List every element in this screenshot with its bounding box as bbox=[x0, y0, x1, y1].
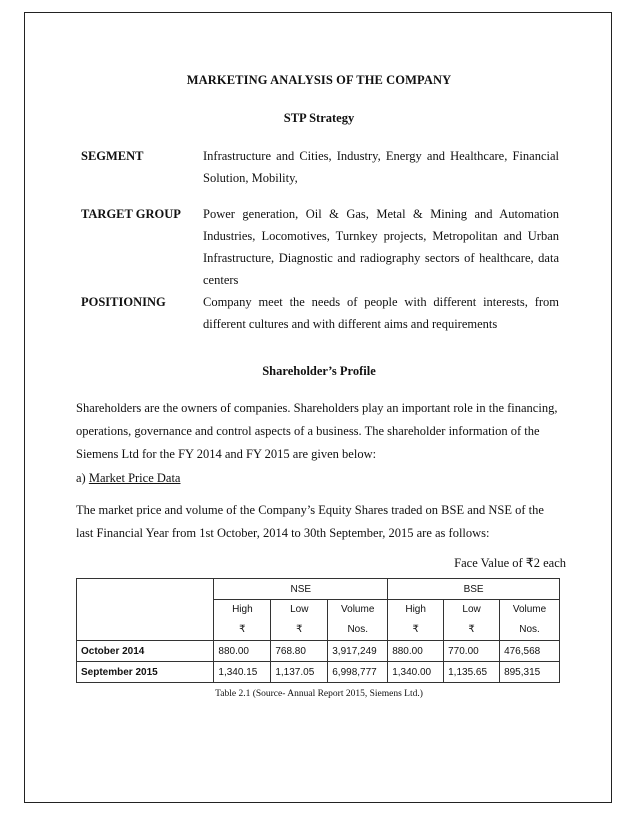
shareholder-paragraph: Shareholders are the owners of companies. Shareholders play an important role in the financing, operations, governance and control aspects of a business. The shareholder information of the Siemens Ltd for the FY 2014 and FY 2015 are given below: bbox=[76, 401, 558, 461]
table-cell: 3,917,249 bbox=[328, 641, 388, 662]
stp-heading: STP Strategy bbox=[283, 111, 355, 125]
shareholder-heading: Shareholder’s Profile bbox=[262, 364, 376, 378]
bse-header: BSE bbox=[388, 579, 560, 600]
stp-text-target-group: Power generation, Oil & Gas, Metal & Mining and Automation Industries, Locomotives, Turnkey projects, Metropolitan and Urban Infrastructure, Diagnostic and radiography sectors of healthcare, data centers bbox=[203, 207, 559, 287]
table-group-header-row bbox=[77, 579, 560, 600]
market-heading-prefix: a) bbox=[76, 471, 86, 485]
market-price-heading bbox=[76, 471, 180, 486]
table-cell: 1,135.65 bbox=[444, 662, 500, 683]
stp-label-segment: SEGMENT bbox=[81, 149, 144, 163]
row-label: September 2015 bbox=[77, 662, 214, 683]
table-cell: 770.00 bbox=[444, 641, 500, 662]
nse-low-header: Low ₹ bbox=[271, 600, 328, 641]
stp-text-segment: Infrastructure and Cities, Industry, Energy and Healthcare, Financial Solution, Mobility, bbox=[203, 149, 559, 185]
table-cell: 880.00 bbox=[214, 641, 271, 662]
table-cell: 1,340.15 bbox=[214, 662, 271, 683]
market-heading-label: Market Price Data bbox=[88, 471, 181, 485]
table-cell: 1,137.05 bbox=[271, 662, 328, 683]
table-row bbox=[77, 662, 560, 683]
table-cell: 880.00 bbox=[388, 641, 444, 662]
table-cell: 768.80 bbox=[271, 641, 328, 662]
face-value-note: Face Value of ₹2 each bbox=[454, 556, 566, 570]
market-price-table bbox=[76, 578, 560, 683]
table-cell: 1,340.00 bbox=[388, 662, 444, 683]
table-cell: 6,998,777 bbox=[328, 662, 388, 683]
page-title: MARKETING ANALYSIS OF THE COMPANY bbox=[186, 73, 452, 87]
bse-low-header: Low ₹ bbox=[444, 600, 500, 641]
table-cell: 476,568 bbox=[500, 641, 560, 662]
table-row bbox=[77, 641, 560, 662]
stp-text-positioning: Company meet the needs of people with different interests, from different cultures and with different aims and requirements bbox=[203, 295, 559, 331]
nse-volume-header: Volume Nos. bbox=[328, 600, 388, 641]
nse-high-header: High ₹ bbox=[214, 600, 271, 641]
nse-header: NSE bbox=[214, 579, 388, 600]
table-cell: 895,315 bbox=[500, 662, 560, 683]
bse-volume-header: Volume Nos. bbox=[500, 600, 560, 641]
table-caption: Table 2.1 (Source- Annual Report 2015, Siemens Ltd.) bbox=[215, 689, 423, 699]
table-corner-cell bbox=[77, 579, 214, 641]
market-paragraph: The market price and volume of the Company’s Equity Shares traded on BSE and NSE of the last Financial Year from 1st October, 2014 to 30th September, 2015 are as follows: bbox=[76, 503, 544, 540]
stp-label-positioning: POSITIONING bbox=[81, 295, 166, 309]
row-label: October 2014 bbox=[77, 641, 214, 662]
bse-high-header: High ₹ bbox=[388, 600, 444, 641]
stp-label-target-group: TARGET GROUP bbox=[81, 207, 181, 221]
